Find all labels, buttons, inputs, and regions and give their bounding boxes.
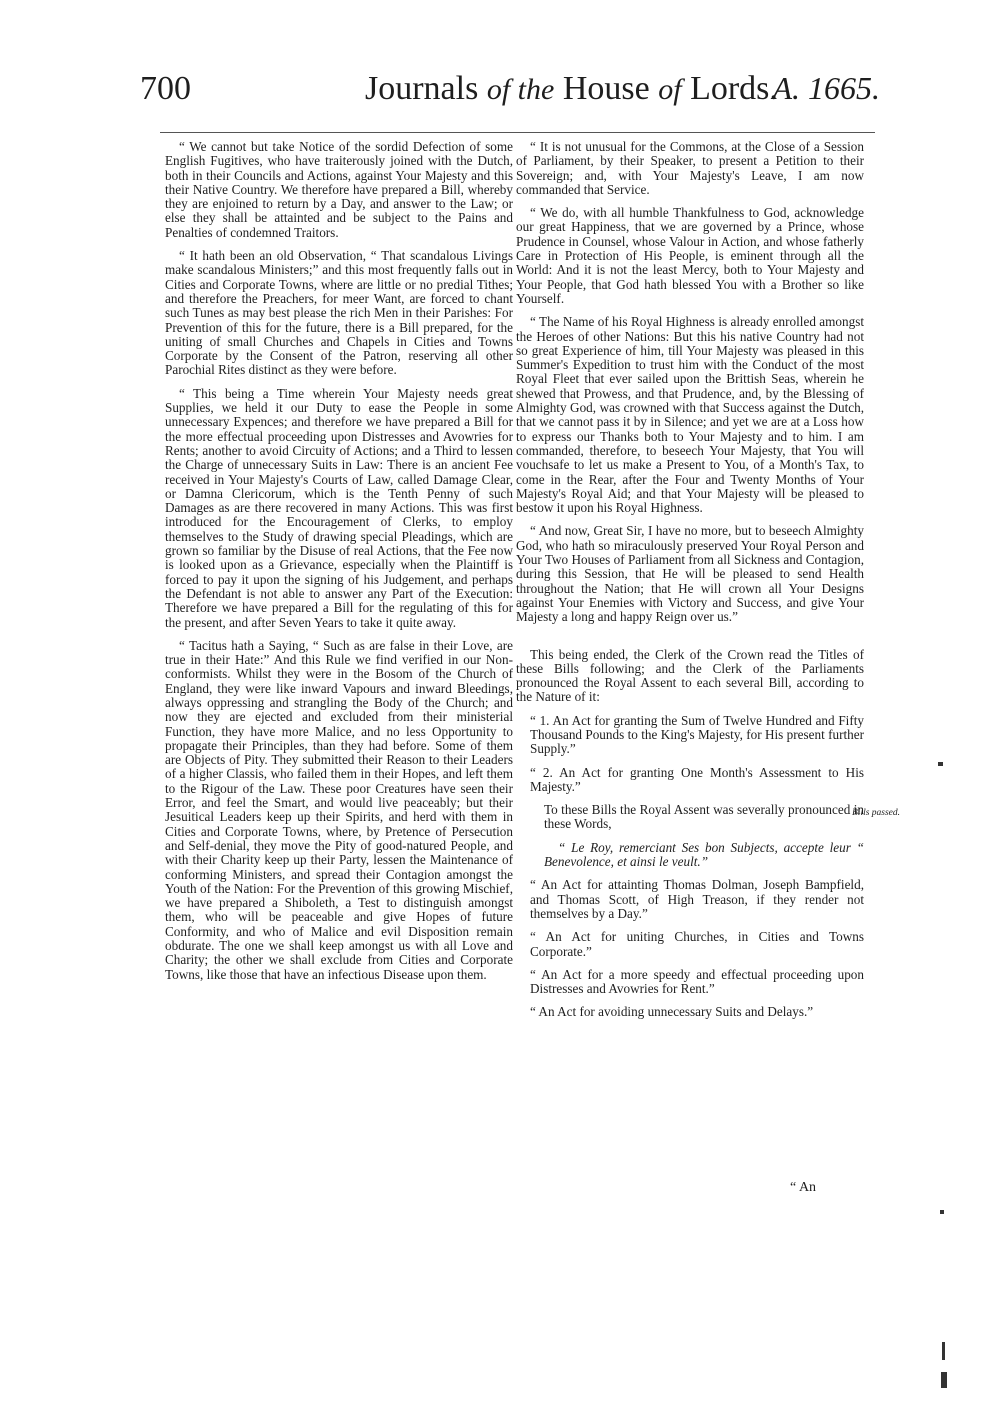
act-item: “ An Act for uniting Churches, in Cities and Towns Corporate.” [530,929,864,959]
paragraph: “ And now, Great Sir, I have no more, but to beseech Almighty God, who hath so miraculously preserved Your Royal Person and Your Two Houses of Parliament from all Sickness and Contagion, during this Session, that He will be pleased to send Health throughout the Nation; that He will crown all Your Designs against Your Enemies with Victory and Success, and give Your Majesty a long and happy Reign over us.” [516,523,864,625]
title-of: of [658,73,682,106]
assent-formula: “ Le Roy, remerciant Ses bon Subjects, accepte leur “ Benevolence, et ainsi le veult.” [544,839,864,870]
page-header [140,70,880,128]
title-of-the: of the [486,73,555,106]
paragraph: “ We do, with all humble Thankfulness to God, acknowledge our great Happiness, that we are governed by a Prince, whose Prudence in Counsel, whose Valour in Action, and whose fatherly Care in Protection of His People, is eminent through all the World: And it is not the least Mercy, both to Your Majesty and Your People, that God hath blessed You with a Brother so like Yourself. [516,205,864,306]
paragraph: “ The Name of his Royal Highness is already enrolled amongst the Heroes of other Nations: But this his native Country had not so great Experience of him, till Your Majesty was pleased in this Summer's Expedition to trust him with the Conduct of the most Royal Fleet that ever sailed upon the Brittish Seas, wherein he shewed that Prowess, and that Prudence, and, by the Blessing of Almighty God, was crowned with that Success against the Dutch, that we cannot pass it by in Silence; and yet we are at a Loss how to express our Thanks both to Your Majesty and to him. I am commanded, therefore, to beseech Your Majesty, that You will vouchsafe to let us make a Present to You, of a Month's Tax, to come in the Rear, after the Four and Twenty Months of Your Majesty's Royal Aid; and that Your Majesty will be pleased to bestow it upon his Royal Highness. [516,314,864,516]
paragraph: “ It hath been an old Observation, “ That scandalous Livings make scandalous Ministers;” and this most frequently falls out in Cities and Corporate Towns, where are little or no predial Tithes; and therefore the Preachers, for meer Want, are forced to chant such Tunes as may best please the rich Men in their Parishes: For Prevention of this for the future, there is a Bill prepared, for the uniting of small Churches and Chapels in Cities and Towns Corporate by the Consent of the Patron, reserving all other Parochial Rites distinct as they were before. [165,248,513,378]
running-title [365,70,778,108]
left-column [165,140,513,991]
margin-note: Bills passed. [852,808,901,818]
scan-edge-mark [938,762,943,766]
header-rule [160,132,875,133]
year-heading: A. 1665. [772,70,880,106]
page-number: 700 [140,70,191,107]
title-part-journals: Journals [365,70,487,107]
catchword: “ An [790,1180,817,1195]
royal-assent-text: To these Bills the Royal Assent was severally pronounced in these Words, [544,802,864,832]
bill-item: “ 2. An Act for granting One Month's Assessment to His Majesty.” [530,764,864,794]
paragraph: “ Tacitus hath a Saying, “ Such as are false in their Love, are true in their Hate:” And this Rule we find verified in our Non-conformists. Whilst they were in the Bosom of the Church of England, they were like inward Vapours and inward Bleedings, always oppressing and strangling the Body of the Church; and now they are ejected and excluded from their ministerial Function, they have more Malice, and no less Opportunity to propagate their Principles, than they had before. Some of them are Objects of Pity. They submitted their Reason to their Leaders of a higher Classis, who failed them in their Hopes, and left them to the Rigour of the Law. These poor Creatures have seen their Error, and feel the Smart, and would live peaceably; but their Jesuitical Leaders keep up their Spirits, and herd with them in Cities and Corporate Towns, where, by Pretence of Persecution and Self-denial, they move the Pity of good-natured People, and with their Charity keep up their Party, lessen the Maintenance of conforming Ministers, and spread their Contagion amongst the Youth of the Nation: For the Prevention of this growing Mischief, we have prepared a Shiboleth, a Test to distinguish amongst them, who will be peaceable and give Hopes of future Conformity, and who of Malice and evil Disposition remain obdurate. The one we shall keep amongst us with all Love and Charity; the other we shall exclude from Cities and Corporate Towns, like those that have an infectious Disease upon them. [165,637,513,982]
section-gap [516,634,864,648]
paragraph: “ This being a Time wherein Your Majesty needs great Supplies, we held it our Duty to ease the People in some unnecessary Expences; and therefore we have prepared a Bill for the more effectual proceeding upon Distresses and Avowries for Rents; another to avoid Circuity of Actions; and a Third to lessen the Charge of unnecessary Suits in Law: There is an ancient Fee received in Your Majesty's Courts of Law, called Damage Clear, or Damna Clericorum, which is the Tenth Penny of such Damages as are there recovered in many Actions. This was first introduced for the Encouragement of Clerks, to employ themselves to the Study of drawing special Pleadings, which are grown so familiar by the Disuse of real Actions, that the Fee now is looked upon as a Grievance, especially when the Plaintiff is forced to pay it upon the signing of his Judgement, and perhaps the Defendant is not able to answer any Part of the Execution: Therefore we have prepared a Bill for the regulating of this for the present, and after Seven Years to take it quite away. [165,385,513,630]
bill-item: “ 1. An Act for granting the Sum of Twelve Hundred and Fifty Thousand Pounds to the King's Majesty, for His present further Supply.” [530,712,864,757]
right-column [516,140,864,1029]
title-part-house: House [554,70,659,107]
act-item: “ An Act for a more speedy and effectual proceeding upon Distresses and Avowries for Rent.” [530,966,864,997]
act-item: “ An Act for avoiding unnecessary Suits and Delays.” [530,1004,814,1020]
paragraph: “ It is not unusual for the Commons, at the Close of a Session of Parliament, by their Speaker, to present a Petition to their Sovereign; and, with Your Majesty's Leave, I am now commanded that Service. [516,139,864,197]
paragraph: “ We cannot but take Notice of the sordid Defection of some English Fugitives, who have traiterously joined with the Dutch, both in their Councils and Actions, against Your Majesty and this their Native Country. We therefore have prepared a Bill, whereby they are enjoined to return by a Day, and answer to the Law; or else they shall be attainted and be subject to the Pains and Penalties of condemned Traitors. [165,139,513,240]
scan-edge-mark [940,1210,944,1214]
scan-edge-mark [941,1372,947,1388]
scan-edge-mark [942,1342,945,1360]
bills-intro: This being ended, the Clerk of the Crown read the Titles of these Bills following; and the Clerk of the Parliaments pronounced the Royal Assent to each several Bill, according to the Nature of it: [516,646,864,705]
title-part-lords: Lords. [681,70,778,107]
act-item: “ An Act for attainting Thomas Dolman, Joseph Bampfield, and Thomas Scott, of High Treason, if they render not themselves by a Day.” [530,877,864,921]
